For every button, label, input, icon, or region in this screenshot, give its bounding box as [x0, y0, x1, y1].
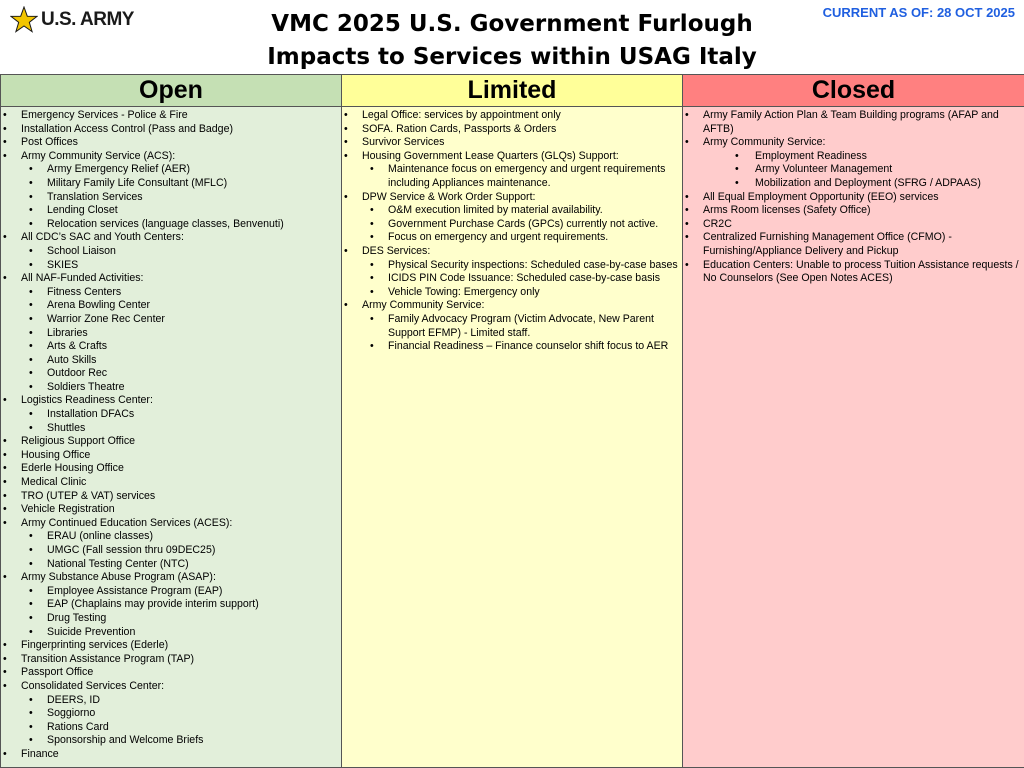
- service-subitem: • Translation Services: [3, 191, 339, 205]
- army-logo: [10, 6, 134, 34]
- service-item: • All Equal Employment Opportunity (EEO) services: [685, 191, 1022, 205]
- service-subitem: • Sponsorship and Welcome Briefs: [3, 734, 339, 748]
- service-subitem: • Military Family Life Consultant (MFLC): [3, 177, 339, 191]
- service-item: • Ederle Housing Office: [3, 462, 339, 476]
- service-subitem: • Relocation services (language classes, Benvenuti): [3, 218, 339, 232]
- service-subitem: • Fitness Centers: [3, 286, 339, 300]
- service-item: • Passport Office: [3, 666, 339, 680]
- service-item: • Installation Access Control (Pass and Badge): [3, 123, 339, 137]
- service-item: • Army Community Service:: [344, 299, 680, 313]
- service-subitem: • Employment Readiness: [685, 150, 1022, 164]
- service-item: • All NAF-Funded Activities:: [3, 272, 339, 286]
- service-item: • Medical Clinic: [3, 476, 339, 490]
- service-subitem: • Shuttles: [3, 422, 339, 436]
- open-column-header: Open: [1, 75, 342, 107]
- closed-column: [683, 107, 1024, 768]
- service-item: • Army Substance Abuse Program (ASAP):: [3, 571, 339, 585]
- service-item: • Fingerprinting services (Ederle): [3, 639, 339, 653]
- service-subitem: • Drug Testing: [3, 612, 339, 626]
- limited-column-header: Limited: [342, 75, 683, 107]
- service-item: • Army Community Service (ACS):: [3, 150, 339, 164]
- service-subitem: • ERAU (online classes): [3, 530, 339, 544]
- service-subitem: • Outdoor Rec: [3, 367, 339, 381]
- service-subitem: • Soggiorno: [3, 707, 339, 721]
- service-subitem: • DEERS, ID: [3, 694, 339, 708]
- service-subitem: • Lending Closet: [3, 204, 339, 218]
- service-subitem: • Rations Card: [3, 721, 339, 735]
- closed-services-list: [685, 109, 1022, 286]
- logo-text: U.S. ARMY: [41, 9, 134, 30]
- service-subitem: • Focus on emergency and urgent requirements.: [344, 231, 680, 245]
- service-item: • Logistics Readiness Center:: [3, 394, 339, 408]
- service-subitem: • ICIDS PIN Code Issuance: Scheduled case-by-case basis: [344, 272, 680, 286]
- service-item: • Legal Office: services by appointment only: [344, 109, 680, 123]
- service-item: • Army Family Action Plan & Team Building programs (AFAP and AFTB): [685, 109, 1022, 136]
- service-subitem: • Libraries: [3, 327, 339, 341]
- service-item: • TRO (UTEP & VAT) services: [3, 490, 339, 504]
- service-subitem: • Physical Security inspections: Scheduled case-by-case bases: [344, 259, 680, 273]
- service-subitem: • SKIES: [3, 259, 339, 273]
- service-item: • DPW Service & Work Order Support:: [344, 191, 680, 205]
- service-subitem: • Arena Bowling Center: [3, 299, 339, 313]
- service-subitem: • UMGC (Fall session thru 09DEC25): [3, 544, 339, 558]
- title-line-2: Impacts to Services within USAG Italy: [267, 44, 757, 70]
- service-item: • Finance: [3, 748, 339, 762]
- service-subitem: • School Liaison: [3, 245, 339, 259]
- service-item: • Post Offices: [3, 136, 339, 150]
- limited-column: [342, 107, 683, 768]
- service-item: • Arms Room licenses (Safety Office): [685, 204, 1022, 218]
- page-title: [240, 8, 784, 74]
- service-subitem: • Family Advocacy Program (Victim Advocate, New Parent Support EFMP) - Limited staff.: [344, 313, 680, 340]
- service-subitem: • EAP (Chaplains may provide interim support): [3, 598, 339, 612]
- limited-services-list: [344, 109, 680, 354]
- service-subitem: • Maintenance focus on emergency and urgent requirements including Appliances maintenance.: [344, 163, 680, 190]
- title-line-1: VMC 2025 U.S. Government Furlough: [271, 11, 753, 37]
- service-item: • Emergency Services - Police & Fire: [3, 109, 339, 123]
- open-services-list: [3, 109, 339, 762]
- service-subitem: • Army Volunteer Management: [685, 163, 1022, 177]
- service-subitem: • Auto Skills: [3, 354, 339, 368]
- service-subitem: • Financial Readiness – Finance counselor shift focus to AER: [344, 340, 680, 354]
- service-subitem: • Suicide Prevention: [3, 626, 339, 640]
- open-column: [1, 107, 342, 768]
- service-item: • Education Centers: Unable to process Tuition Assistance requests / No Counselors (See Open Notes ACES): [685, 259, 1022, 286]
- service-subitem: • Installation DFACs: [3, 408, 339, 422]
- service-item: • Religious Support Office: [3, 435, 339, 449]
- service-item: • Survivor Services: [344, 136, 680, 150]
- service-item: • Housing Office: [3, 449, 339, 463]
- service-subitem: • National Testing Center (NTC): [3, 558, 339, 572]
- closed-column-header: Closed: [683, 75, 1024, 107]
- service-item: • All CDC’s SAC and Youth Centers:: [3, 231, 339, 245]
- services-table: [0, 74, 1024, 768]
- service-subitem: • Soldiers Theatre: [3, 381, 339, 395]
- service-item: • SOFA. Ration Cards, Passports & Orders: [344, 123, 680, 137]
- service-item: • Army Continued Education Services (ACES):: [3, 517, 339, 531]
- service-subitem: • Army Emergency Relief (AER): [3, 163, 339, 177]
- service-subitem: • Warrior Zone Rec Center: [3, 313, 339, 327]
- service-item: • Transition Assistance Program (TAP): [3, 653, 339, 667]
- service-subitem: • Vehicle Towing: Emergency only: [344, 286, 680, 300]
- service-item: • Housing Government Lease Quarters (GLQs) Support:: [344, 150, 680, 164]
- service-item: • CR2C: [685, 218, 1022, 232]
- service-item: • Army Community Service:: [685, 136, 1022, 150]
- service-subitem: • Arts & Crafts: [3, 340, 339, 354]
- service-subitem: • Employee Assistance Program (EAP): [3, 585, 339, 599]
- service-subitem: • Mobilization and Deployment (SFRG / ADPAAS): [685, 177, 1022, 191]
- service-subitem: • O&M execution limited by material availability.: [344, 204, 680, 218]
- as-of-date: CURRENT AS OF: 28 OCT 2025: [822, 5, 1015, 20]
- star-icon: [10, 6, 38, 34]
- service-item: • Consolidated Services Center:: [3, 680, 339, 694]
- service-item: • Centralized Furnishing Management Office (CFMO) - Furnishing/Appliance Delivery and Pickup: [685, 231, 1022, 258]
- service-item: • DES Services:: [344, 245, 680, 259]
- service-subitem: • Government Purchase Cards (GPCs) currently not active.: [344, 218, 680, 232]
- service-item: • Vehicle Registration: [3, 503, 339, 517]
